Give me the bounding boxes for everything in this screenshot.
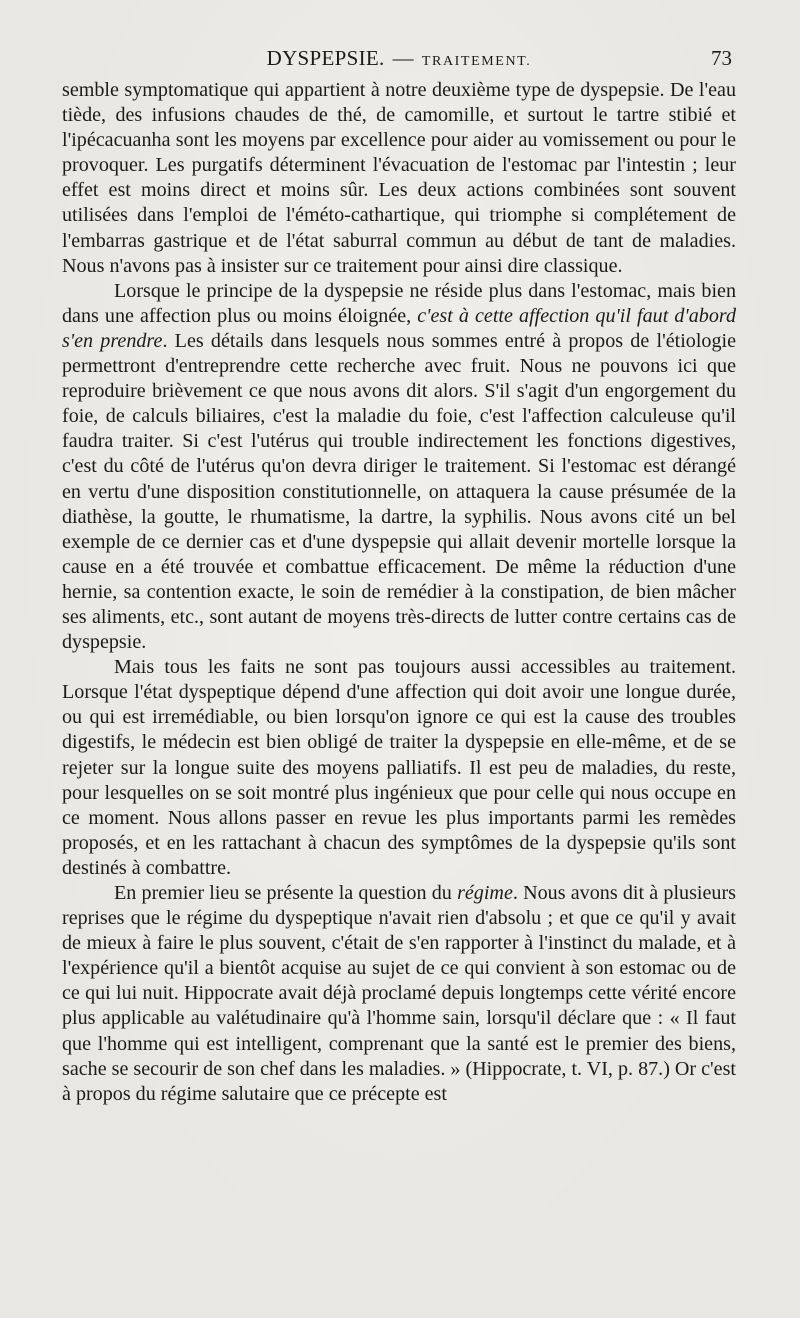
- paragraph-2-part-1: Lorsque le principe de la dyspepsie ne réside plus dans l'estomac, mais bien dans une affection plus ou moins éloignée,: [62, 279, 736, 327]
- paragraph-3: Mais tous les faits ne sont pas toujours aussi accessibles au traitement. Lorsque l'état dyspeptique dépend d'une affection qui doit avoir une longue durée, ou qui est irremédiable, ou bien lorsqu'on ignore ce qui est la cause des troubles digestifs, le médecin est bien obligé de traiter la dyspepsie en elle-même, et de se rejeter sur la longue suite des moyens palliatifs. Il est peu de maladies, du reste, pour lesquelles on se soit montré plus ingénieux que pour celle qui nous occupe en ce moment. Nous allons passer en revue les plus importants parmi les remèdes proposés, et en les rattachant à chacun des symptômes de la dyspepsie qu'ils sont destinés à combattre.: [62, 656, 736, 879]
- running-head-dash: —: [392, 46, 414, 70]
- paragraph-4-part-2: . Nous avons dit à plusieurs reprises que le régime du dyspeptique n'avait rien d'absolu ; et que ce qu'il y avait de mieux à faire le plus souvent, c'était de s'en rapporter à l'instinct du malade, et à l'expérience qu'il a bientôt acquise au sujet de ce qui convient à son estomac ou de ce qui lui nuit. Hippocrate avait déjà proclamé depuis longtemps cette vérité encore plus applicable au valétudinaire qu'à l'homme sain, lorsqu'il déclare que : « Il faut que l'homme qui est intelligent, comprenant que la santé est le premier des biens, sache se secourir de son chef dans les maladies. » (Hippocrate, t. VI, p. 87.) Or c'est à propos du régime salutaire que ce précepte est: [62, 882, 736, 1105]
- body-text: [62, 78, 736, 1107]
- page-number: 73: [711, 46, 732, 70]
- paragraph-2-part-2: . Les détails dans lesquels nous sommes entré à propos de l'étiologie permettront d'entreprendre cette recherche avec fruit. Nous ne pouvons ici que reproduire brièvement ce que nous avons dit alors. S'il s'agit d'un engorgement du foie, de calculs biliaires, c'est la maladie du foie, c'est l'affection calculeuse qu'il faudra traiter. Si c'est l'utérus qui trouble indirectement les fonctions digestives, c'est du côté de l'utérus qu'on devra diriger le traitement. Si l'estomac est dérangé en vertu d'une disposition constitutionnelle, on attaquera la cause présumée de la diathèse, la goutte, le rhumatisme, la dartre, la syphilis. Nous avons cité un bel exemple de ce dernier cas et d'une dyspepsie qui allait devenir mortelle lorsque la cause en a été trouvée et combattue efficacement. De même la réduction d'une hernie, sa contention exacte, le soin de remédier à la constipation, de bien mâcher ses aliments, etc., sont autant de moyens très-directs de lutter contre certains cas de dyspepsie.: [62, 329, 737, 654]
- paragraph-2: [62, 279, 736, 655]
- running-head: [62, 46, 736, 71]
- running-head-title: DYSPEPSIE.: [266, 46, 385, 70]
- paragraph-4-part-1: En premier lieu se présente la question du: [114, 882, 458, 904]
- paragraph-2-italic: c'est à cette affection qu'il faut d'abord s'en prendre: [62, 304, 736, 352]
- paragraph-1: semble symptomatique qui appartient à notre deuxième type de dyspepsie. De l'eau tiède, des infusions chaudes de thé, de camomille, et surtout le tartre stibié et l'ipécacuanha sont les moyens par excellence pour aider au vomissement ou pour le provoquer. Les purgatifs déterminent l'évacuation de l'estomac par l'intestin ; leur effet est moins direct et moins sûr. Les deux actions combinées sont souvent utilisées dans l'emploi de l'éméto-cathartique, qui triomphe si complétement de l'embarras gastrique et de l'état saburral commun au début de tant de maladies. Nous n'avons pas à insister sur ce traitement pour ainsi dire classique.: [62, 79, 736, 277]
- page-header: [62, 40, 736, 76]
- paragraph-4: [62, 881, 736, 1107]
- paragraph-4-italic: régime: [457, 882, 513, 904]
- running-head-subtitle: TRAITEMENT.: [421, 54, 532, 69]
